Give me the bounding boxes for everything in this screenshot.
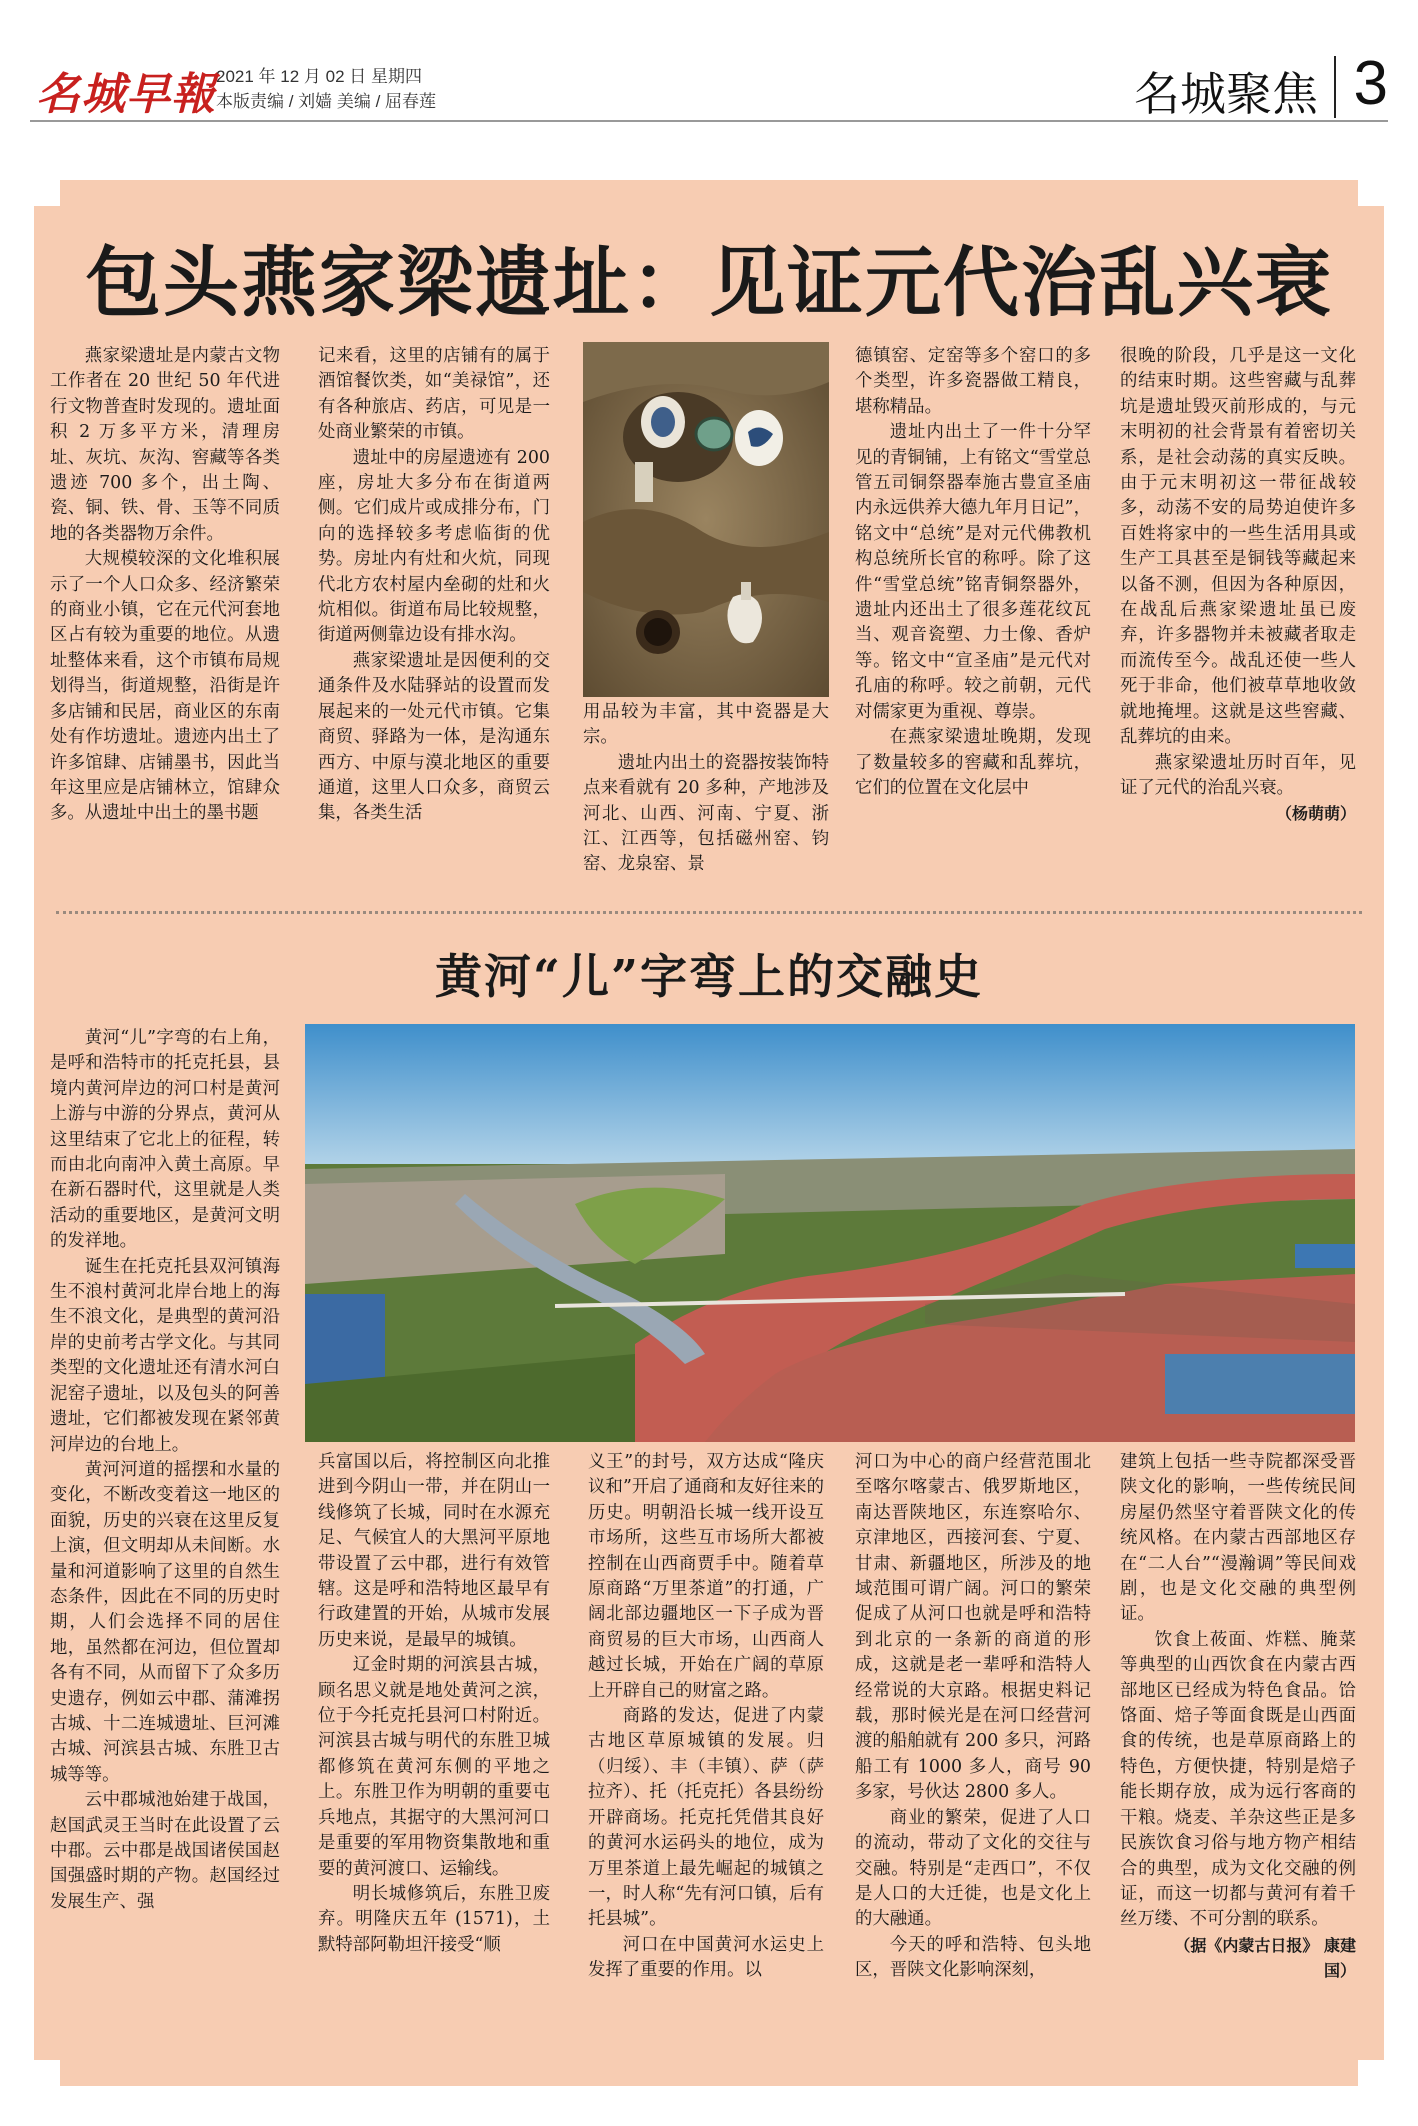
paragraph: 黄河“儿”字弯的右上角，是呼和浩特市的托克托县，县境内黄河岸边的河口村是黄河上游与中游的分界点，黄河从这里结束了它北上的征程，转而由北向南冲入黄土高原。早在新石器时代，这里就是人类活动的重要地区，是黄河文明的发祥地。 <box>50 1028 280 1252</box>
panel-corner <box>1358 180 1384 206</box>
yellow-river-aerial-photo <box>305 1024 1355 1442</box>
paragraph: 燕家梁遗址历时百年，见证了元代的治乱兴衰。 <box>1120 752 1356 798</box>
paragraph: 辽金时期的河滨县古城，顾名思义就是地处黄河之滨，位于今托克托县河口村附近。河滨县古城与明代的东胜卫城都修筑在黄河东侧的平地之上。东胜卫作为明朝的重要屯兵地点，其据守的大黑河河口是重要的军用物资集散地和重要的黄河渡口、运输线。 <box>318 1655 550 1879</box>
paragraph: 建筑上包括一些寺院都深受晋陕文化的影响，一些传统民间房屋仍然坚守着晋陕文化的传统风格。在内蒙古西部地区存在“二人台”“漫瀚调”等民间戏剧，也是文化交融的典型例证。 <box>1120 1452 1356 1625</box>
paragraph: 河口在中国黄河水运史上发挥了重要的作用。以 <box>588 1934 824 1981</box>
article2-headline: 黄河“儿”字弯上的交融史 <box>434 950 984 1005</box>
article1-column-1 <box>50 344 280 827</box>
paragraph: 燕家梁遗址是因便利的交通条件及水陆驿站的设置而发展起来的一处元代市镇。它集商贸、驿路为一体，是沟通东西方、中原与漠北地区的重要通道，这里人口众多，商贸云集，各类生活 <box>318 650 550 824</box>
paragraph: 商业的繁荣，促进了人口的流动，带动了文化的交往与交融。特别是“走西口”，不仅是人口的大迁徙，也是文化上的大融通。 <box>855 1807 1091 1930</box>
article1-column-4 <box>855 344 1091 801</box>
section-title: 名城聚焦 <box>1134 68 1318 120</box>
paragraph: 用品较为丰富，其中瓷器是大宗。 <box>583 702 829 748</box>
header-rule <box>30 120 1388 122</box>
paragraph: 黄河河道的摇摆和水量的变化，不断改变着这一地区的面貌，历史的兴衰在这里反复上演，但文明却从未间断。水量和河道影响了这里的自然生态条件，因此在不同的历史时期，人们会选择不同的居住地，虽然都在河边，但位置却各有不同，从而留下了众多历史遗存，例如云中郡、蒲滩拐古城、十二连城遗址、巨河滩古城、河滨县古城、东胜卫古城等等。 <box>50 1459 280 1785</box>
paragraph: 记来看，这里的店铺有的属于酒馆餐饮类，如“美禄馆”，还有各种旅店、药店，可见是一处商业繁荣的市镇。 <box>318 346 550 443</box>
paragraph: 义王”的封号，双方达成“隆庆议和”开启了通商和友好往来的历史。明朝沿长城一线开设互市场所，这些互市场所大都被控制在山西商贾手中。随着草原商路“万里茶道”的打通，广阔北部边疆地区一下子成为晋商贸易的巨大市场，山西商人越过长城，开始在广阔的草原上开辟自己的财富之路。 <box>588 1452 824 1701</box>
article1-byline: （杨萌萌） <box>1275 804 1356 824</box>
paragraph: 遗址中的房屋遗迹有 200 座，房址大多分布在街道两侧。它们成片或成排分布，门向的选择较多考虑临街的优势。房址内有灶和火炕，同现代北方农村屋内垒砌的灶和火炕相似。街道布局比较规整，街道两侧靠边设有排水沟。 <box>318 447 550 646</box>
article2-column-5 <box>1120 1450 1356 1984</box>
article1-column-5 <box>1120 344 1356 827</box>
paragraph: 云中郡城池始建于战国，赵国武灵王当时在此设置了云中郡。云中郡是战国诸侯国赵国强盛时期的产物。赵国经过发展生产、强 <box>50 1790 280 1912</box>
issue-date: 2021 年 12 月 02 日 星期四 <box>216 67 422 86</box>
article2-column-3 <box>588 1450 824 1984</box>
paragraph: 商路的发达，促进了内蒙古地区草原城镇的发展。归（归绥）、丰（丰镇）、萨（萨拉齐）、托（托克托）各县纷纷开辟商场。托克托凭借其良好的黄河水运码头的地位，成为万里茶道上最先崛起的城镇之一，时人称“先有河口镇，后有托县城”。 <box>588 1706 824 1930</box>
excavation-photo <box>583 342 829 697</box>
page-number: 3 <box>1353 49 1388 118</box>
article1-column-2 <box>318 344 550 827</box>
newspaper-logo: 名城早報 <box>36 69 216 120</box>
article1-column-3 <box>583 700 829 878</box>
masthead <box>30 28 1388 120</box>
paragraph: 在燕家梁遗址晚期，发现了数量较多的窖藏和乱葬坑，它们的位置在文化层中 <box>855 727 1091 798</box>
article2-column-2 <box>318 1450 550 1958</box>
article2-column-4 <box>855 1450 1091 1984</box>
article2-byline: （据《内蒙古日报》 康建国） <box>1174 1935 1356 1981</box>
paragraph: 今天的呼和浩特、包头地区，晋陕文化影响深刻， <box>855 1934 1091 1981</box>
paragraph: 明长城修筑后，东胜卫废弃。明隆庆五年 (1571)，土默特部阿勒坦汗接受“顺 <box>318 1883 550 1955</box>
publication-info <box>216 64 436 114</box>
paragraph: 德镇窑、定窑等多个窑口的多个类型，许多瓷器做工精良，堪称精品。 <box>855 346 1091 417</box>
panel-corner <box>1358 2060 1384 2086</box>
paragraph: 诞生在托克托县双河镇海生不浪村黄河北岸台地上的海生不浪文化，是典型的黄河沿岸的史前考古学文化。与其同类型的文化遗址还有清水河白泥窑子遗址，以及包头的阿善遗址，它们都被发现在紧邻黄河岸边的台地上。 <box>50 1256 280 1455</box>
paragraph: 饮食上莜面、炸糕、腌菜等典型的山西饮食在内蒙古西部地区已经成为特色食品。饸饹面、焙子等面食既是山西面食的传统，也是草原商路上的特色，方便快捷，特别是焙子能长期存放，成为远行客商的干粮。烧麦、羊杂这些正是多民族饮食习俗与地方物产相结合的典型，成为文化交融的例证，而这一切都与黄河有着千丝万缕、不可分割的联系。 <box>1120 1629 1356 1930</box>
panel-corner <box>34 2060 60 2086</box>
paragraph: 河口为中心的商户经营范围北至喀尔喀蒙古、俄罗斯地区，南达晋陕地区，东连察哈尔、京津地区，西接河套、宁夏、甘肃、新疆地区，所涉及的地域范围可谓广阔。河口的繁荣促成了从河口也就是呼和浩特到北京的一条新的商道的形成，这就是老一辈呼和浩特人经常说的大京路。根据史料记载，那时候光是在河口经营河渡的船舶就有 200 多只，河路船工有 1000 多人，商号 90 多家，号伙达 2800 多人。 <box>855 1452 1091 1803</box>
article1-headline: 包头燕家梁遗址：见证元代治乱兴衰 <box>85 238 1333 327</box>
header-divider <box>1334 56 1336 118</box>
panel-corner <box>34 180 60 206</box>
paragraph: 遗址内出土的瓷器按装饰特点来看就有 20 多种，产地涉及河北、山西、河南、宁夏、浙江、江西等，包括磁州窑、钧窑、龙泉窑、景 <box>583 752 829 875</box>
paragraph: 燕家梁遗址是内蒙古文物工作者在 20 世纪 50 年代进行文物普查时发现的。遗址面积 2 万多平方米，清理房址、灰坑、灰沟、窖藏等各类遗迹 700 多个，出土陶、瓷、铜、铁、骨、玉等不同质地的各类器物万余件。 <box>50 346 280 544</box>
paragraph: 兵富国以后，将控制区向北推进到今阴山一带，并在阴山一线修筑了长城，同时在水源充足、气候宜人的大黑河平原地带设置了云中郡，进行有效管辖。这是呼和浩特地区最早有行政建置的开始，从城市发展历史来说，是最早的城镇。 <box>318 1452 550 1650</box>
paragraph: 遗址内出土了一件十分罕见的青铜铺，上有铭文“雪堂总管五司铜祭器奉施古豊宣圣庙内永远供养大德九年月日记”，铭文中“总统”是对元代佛教机构总统所长官的称呼。除了这件“雪堂总统”铭青铜祭器外，遗址内还出土了很多莲花纹瓦当、观音瓷塑、力士像、香炉等。铭文中“宣圣庙”是元代对孔庙的称呼。较之前朝，元代对儒家更为重视、尊崇。 <box>855 422 1091 722</box>
paragraph: 大规模较深的文化堆积展示了一个人口众多、经济繁荣的商业小镇，它在元代河套地区占有较为重要的地位。从遗址整体来看，这个市镇布局规划得当，街道规整，沿街是许多店铺和民居，商业区的东南处有作坊遗址。遗迹内出土了许多馆肆、店铺墨书，因此当年这里应是店铺林立，馆肆众多。从遗址中出土的墨书题 <box>50 549 280 824</box>
article2-column-1 <box>50 1026 280 1915</box>
article-divider <box>56 911 1362 914</box>
editor-credits: 本版责编 / 刘嫱 美编 / 屈春莲 <box>216 92 437 111</box>
paragraph: 很晚的阶段，几乎是这一文化的结束时期。这些窖藏与乱葬坑是遗址毁灭前形成的，与元末明初的社会背景有着密切关系，是社会动荡的真实反映。由于元末明初这一带征战较多，动荡不安的局势迫使许多百姓将家中的一些生活用具或生产工具甚至是铜钱等藏起来以备不测，但因为各种原因，在战乱后燕家梁遗址虽已废弃，许多器物并未被藏者取走而流传至今。战乱还使一些人死于非命，他们被草草地收敛就地掩埋。这就是这些窖藏、乱葬坑的由来。 <box>1120 346 1356 748</box>
